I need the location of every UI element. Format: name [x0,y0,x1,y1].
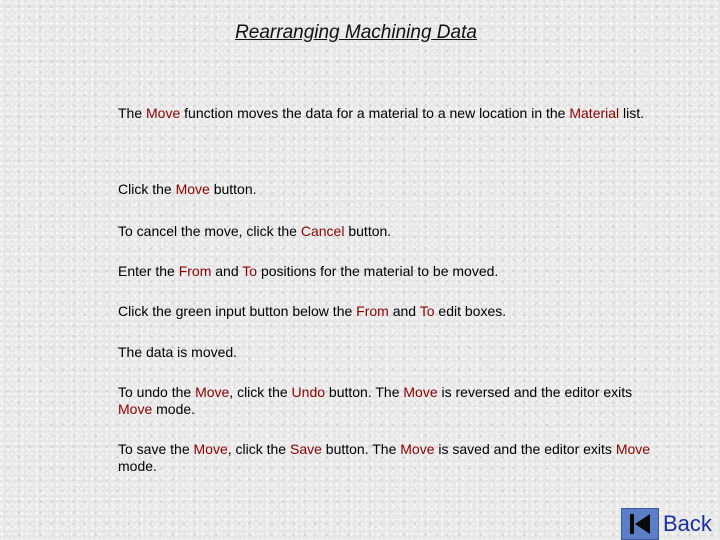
paragraph-enter-positions [118,263,668,280]
text-segment: function moves the data for a material to a new location in the [180,105,570,121]
text-segment: Enter the [118,263,179,279]
text-segment: button. The [321,441,401,457]
text-segment: is saved and the editor exits [434,441,616,457]
text-segment: , click the [227,441,290,457]
highlight-term: Move [175,181,210,197]
text-segment: button. [344,223,392,239]
text-segment: mode. [118,458,157,474]
paragraph-click-move [118,181,668,198]
paragraph-cancel [118,223,668,240]
highlight-term: Move [193,441,228,457]
text-segment: button. [209,181,257,197]
highlight-term: Move [400,441,435,457]
highlight-term: Move [118,401,153,417]
text-segment: edit boxes. [434,303,507,319]
text-segment: The data is moved. [118,344,238,360]
text-segment: is reversed and the editor exits [437,384,633,400]
text-segment: Click the green input button below the [118,303,357,319]
text-segment: list. [619,105,645,121]
highlight-term: To [242,263,258,279]
text-segment: Click the [118,181,176,197]
highlight-term: Material [569,105,620,121]
highlight-term: Cancel [300,223,345,239]
highlight-term: Move [146,105,181,121]
text-segment: To undo the [118,384,196,400]
paragraph-green-button [118,303,668,320]
highlight-term: Save [289,441,322,457]
page-title: Rearranging Machining Data [235,22,477,43]
paragraph-save [118,441,668,475]
text-segment: and [388,303,420,319]
highlight-term: Move [615,441,651,457]
text-segment: The [118,105,147,121]
highlight-term: Move [403,384,438,400]
back-link[interactable]: Back [663,511,712,536]
highlight-term: From [356,303,389,319]
highlight-term: From [178,263,212,279]
text-segment: To cancel the move, click the [118,223,301,239]
text-segment: , click the [229,384,292,400]
text-segment: mode. [152,401,196,417]
highlight-term: Undo [291,384,326,400]
highlight-term: To [419,303,435,319]
highlight-term: Move [195,384,230,400]
text-segment: To save the [118,441,194,457]
back-button[interactable] [621,508,712,540]
text-segment: button. The [325,384,404,400]
paragraph-data-moved [118,344,668,361]
paragraph-intro [118,105,668,122]
skip-back-icon[interactable] [621,508,659,540]
text-segment: positions for the material to be moved. [257,263,499,279]
paragraph-undo [118,384,668,418]
text-segment: and [211,263,243,279]
